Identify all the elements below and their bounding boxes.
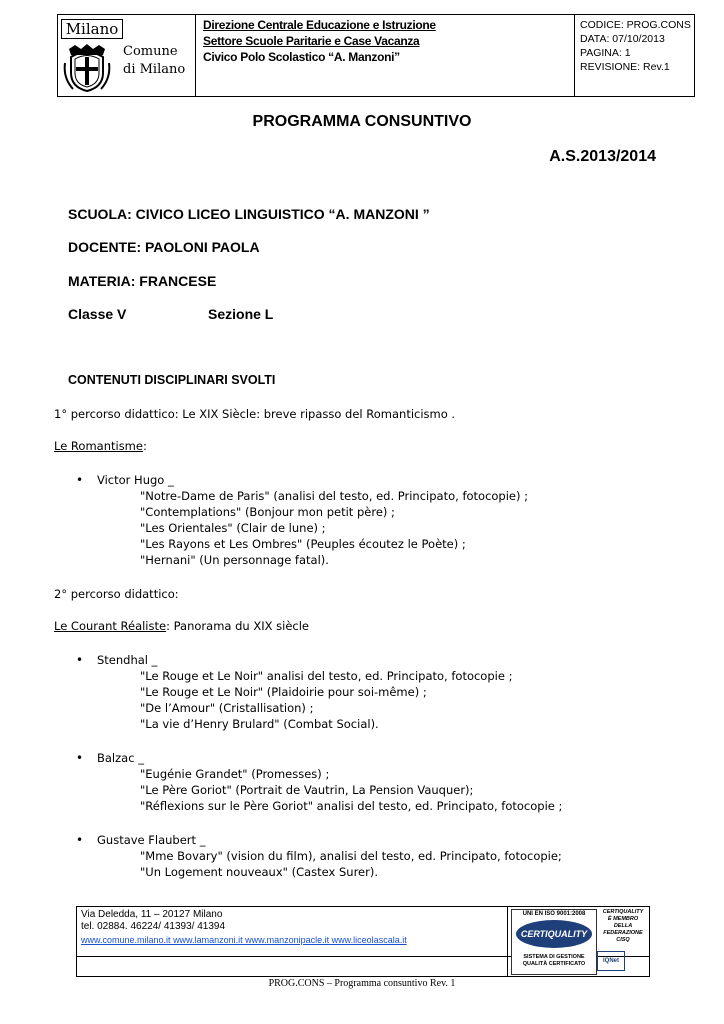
certiquality-logo: CERTIQUALITY [516, 920, 592, 948]
flaubert-works: "Mme Bovary" (vision du film), analisi del testo, ed. Principato, fotocopie; "Un Logement nouveaux" (Castex Surer). [140, 849, 562, 879]
school-year: A.S.2013/2014 [549, 148, 656, 165]
sezione: Sezione L [208, 306, 274, 322]
iqnet-logo: IQNet [597, 951, 625, 971]
comune-label: Comune di Milano [123, 44, 186, 77]
percorso-2: 2° percorso didattico: [54, 587, 179, 601]
revisione: REVISIONE: Rev.1 [580, 61, 670, 73]
romantisme-heading: Le Romantisme: [54, 439, 147, 453]
author-balzac: Balzac _ [97, 751, 144, 765]
link-liceolascala[interactable]: www.liceolascala.it [331, 935, 407, 945]
list-item-balzac [76, 750, 83, 766]
author-stendhal: Stendhal _ [97, 653, 158, 667]
scuola: SCUOLA: CIVICO LICEO LINGUISTICO “A. MANZONI ” [68, 206, 430, 222]
classe: Classe V [68, 306, 127, 322]
codice: CODICE: PROG.CONS [580, 19, 691, 31]
page-title: PROGRAMMA CONSUNTIVO [252, 113, 472, 130]
data: DATA: 07/10/2013 [580, 33, 665, 45]
link-lamanzoni[interactable]: www.lamanzoni.it [173, 935, 243, 945]
footer-box [76, 906, 650, 977]
hugo-works: "Notre-Dame de Paris" (analisi del testo, ed. Principato, fotocopie) ; "Contemplations" (Bonjour mon petit père) ; "Les Orientales" (Clair de lune) ; "Les Rayons et Les Ombres" (Peuples écoutez le Poète) ; "Hernani" (Un personnage fatal). [140, 489, 529, 567]
dept-line-1: Direzione Centrale Educazione e Istruzione [203, 18, 436, 32]
bullet-icon: • [76, 653, 84, 667]
milano-logo-text: Milano [61, 19, 123, 39]
courant-heading: Le Courant Réaliste: Panorama du XIX siècle [54, 619, 309, 633]
balzac-works: "Eugénie Grandet" (Promesses) ; "Le Père Goriot" (Portrait de Vautrin, La Pension Vauquer); "Réflexions sur le Père Goriot" analisi del testo, ed. Principato, fotocopie ; [140, 767, 563, 813]
percorso-1: 1° percorso didattico: Le XIX Siècle: breve ripasso del Romanticismo . [54, 407, 456, 421]
list-item-flaubert [76, 832, 83, 848]
pagina: PAGINA: 1 [580, 47, 631, 59]
dept-line-2: Settore Scuole Paritarie e Case Vacanza [203, 34, 420, 48]
list-item-hugo [76, 472, 83, 488]
footer-address: Via Deledda, 11 – 20127 Milano tel. 02884. 46224/ 41393/ 41394 [81, 909, 226, 932]
cisq-note: CERTIQUALITY È MEMBRO DELLA FEDERAZIONE CISQ [602, 909, 644, 943]
document-header [57, 14, 695, 97]
docente: DOCENTE: PAOLONI PAOLA [68, 239, 260, 255]
author-flaubert: Gustave Flaubert _ [97, 833, 206, 847]
logo-cell [58, 15, 196, 96]
list-item-stendhal [76, 652, 83, 668]
footer-divider [507, 907, 508, 976]
footer-links [81, 935, 407, 945]
bullet-icon: • [76, 751, 84, 765]
department-cell [195, 15, 575, 96]
materia: MATERIA: FRANCESE [68, 273, 217, 289]
author-hugo: Victor Hugo _ [97, 473, 174, 487]
link-manzonipacle[interactable]: www.manzonipacle.it [245, 935, 330, 945]
certiquality-badge: UNI EN ISO 9001:2008 CERTIQUALITY SISTEMA DI GESTIONE QUALITÀ CERTIFICATO [511, 909, 597, 975]
contenuti-heading: CONTENUTI DISCIPLINARI SVOLTI [68, 373, 276, 387]
meta-cell [574, 15, 694, 96]
stendhal-works: "Le Rouge et Le Noir" analisi del testo, ed. Principato, fotocopie ; "Le Rouge et Le Noir" (Plaidoirie pour soi-même) ; "De l’Amour" (Cristallisation) ; "La vie d’Henry Brulard" (Combat Social). [140, 669, 513, 731]
bullet-icon: • [76, 473, 84, 487]
footer-caption: PROG.CONS – Programma consuntivo Rev. 1 [268, 978, 456, 989]
link-comune[interactable]: www.comune.milano.it [81, 935, 171, 945]
bullet-icon: • [76, 833, 84, 847]
city-crest-icon [63, 43, 111, 93]
dept-line-3: Civico Polo Scolastico “A. Manzoni” [203, 50, 400, 64]
